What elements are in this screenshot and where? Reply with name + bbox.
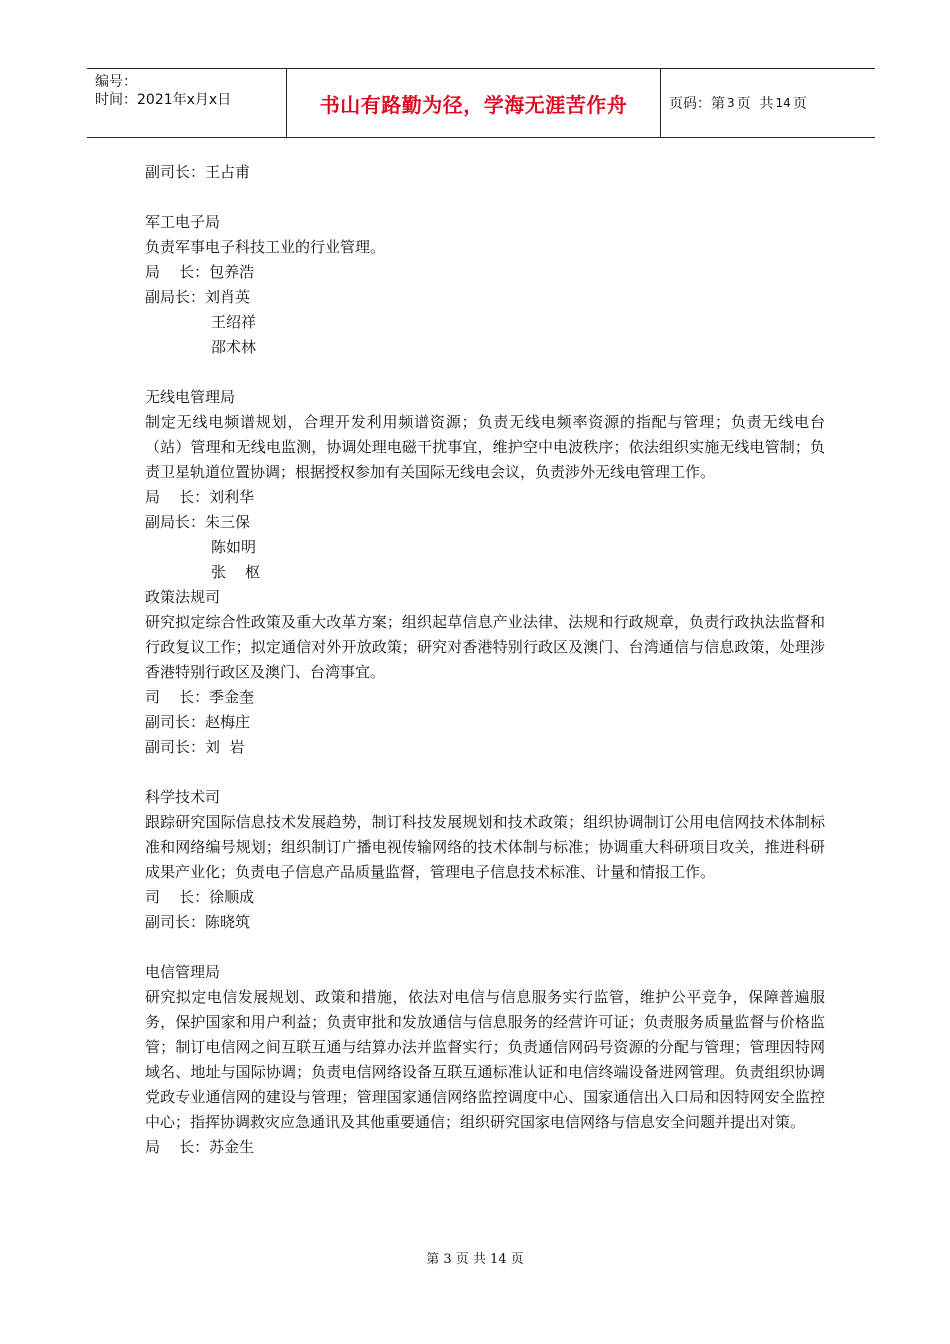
section-description: 研究拟定电信发展规划、政策和措施，依法对电信与信息服务实行监管，维护公平竞争，保障普遍服务，保护国家和用户利益；负责审批和发放通信与信息服务的经营许可证；负责服务质量监督与价格监管；制订电信网之间互联互通与结算办法并监督实行；负责通信网码号资源的分配与管理；管理因特网域名、地址与国际协调；负责电信网络设备互联互通标准认证和电信终端设备进网管理。负责组织协调党政专业通信网的建设与管理；管理国家通信网络监控调度中心、国家通信出入口局和因特网安全监控中心；指挥协调救灾应急通讯及其他重要通信；组织研究国家电信网络与信息安全问题并提出对策。 bbox=[145, 988, 825, 1131]
section-description: 制定无线电频谱规划，合理开发利用频谱资源；负责无线电频率资源的指配与管理；负责无线电台（站）管理和无线电监测，协调处理电磁干扰事宜，维护空中电波秩序；依法组织实施无线电管制；负责卫星轨道位置协调；根据授权参加有关国际无线电会议，负责涉外无线电管理工作。 bbox=[145, 413, 825, 481]
header-page-indicator bbox=[661, 69, 875, 137]
page-label-mid: 页 共 bbox=[736, 96, 774, 112]
section-title: 政策法规司 bbox=[145, 588, 221, 606]
deputy-director-line: 副司长：赵梅庄 bbox=[145, 713, 251, 731]
section-description: 负责军事电子科技工业的行业管理。 bbox=[145, 238, 386, 256]
section-title: 电信管理局 bbox=[145, 963, 221, 981]
header-motto-cell bbox=[287, 69, 661, 137]
deputy-director-line: 副司长：陈晓筑 bbox=[145, 913, 251, 931]
section-title: 无线电管理局 bbox=[145, 388, 236, 406]
director-line: 局 长：刘利华 bbox=[145, 488, 255, 506]
page-footer: 第 3 页 共 14 页 bbox=[426, 1252, 524, 1267]
document-number-label: 编号： bbox=[95, 74, 137, 90]
deputy-director-line: 副局长：朱三保 bbox=[145, 513, 251, 531]
page-header bbox=[87, 68, 875, 138]
director-line: 司 长：徐顺成 bbox=[145, 888, 255, 906]
document-body bbox=[145, 160, 825, 1160]
document-time-label: 时间：2021年x月x日 bbox=[95, 92, 232, 108]
page-total: 14 bbox=[775, 96, 791, 110]
director-line: 局 长：包养浩 bbox=[145, 263, 255, 281]
page-current: 3 bbox=[727, 96, 735, 110]
deputy-director-line: 副司长：刘 岩 bbox=[145, 738, 245, 756]
section-description: 研究拟定综合性政策及重大改革方案；组织起草信息产业法律、法规和行政规章，负责行政执法监督和行政复议工作；拟定通信对外开放政策；研究对香港特别行政区及澳门、台湾通信与信息政策，处理涉香港特别行政区及澳门、台湾事宜。 bbox=[145, 613, 825, 681]
page-label-suffix: 页 bbox=[792, 96, 807, 112]
header-meta bbox=[87, 69, 287, 137]
page-label-prefix: 页码：第 bbox=[669, 96, 725, 112]
director-line: 司 长：季金奎 bbox=[145, 688, 255, 706]
deputy-director-line: 副司长：王占甫 bbox=[145, 163, 251, 181]
header-motto: 书山有路勤为径，学海无涯苦作舟 bbox=[319, 92, 628, 117]
section-title: 军工电子局 bbox=[145, 213, 221, 231]
deputy-name: 张 枢 bbox=[211, 563, 261, 581]
deputy-director-line: 副局长：刘肖英 bbox=[145, 288, 251, 306]
deputy-name: 陈如明 bbox=[211, 538, 257, 556]
section-description: 跟踪研究国际信息技术发展趋势，制订科技发展规划和技术政策；组织协调制订公用电信网技术体制标准和网络编号规划；组织制订广播电视传输网络的技术体制与标准；协调重大科研项目攻关，推进科研成果产业化；负责电子信息产品质量监督，管理电子信息技术标准、计量和情报工作。 bbox=[145, 813, 825, 881]
director-line: 局 长：苏金生 bbox=[145, 1138, 255, 1156]
section-title: 科学技术司 bbox=[145, 788, 221, 806]
deputy-name: 王绍祥 bbox=[211, 313, 257, 331]
deputy-name: 邵术林 bbox=[211, 338, 257, 356]
